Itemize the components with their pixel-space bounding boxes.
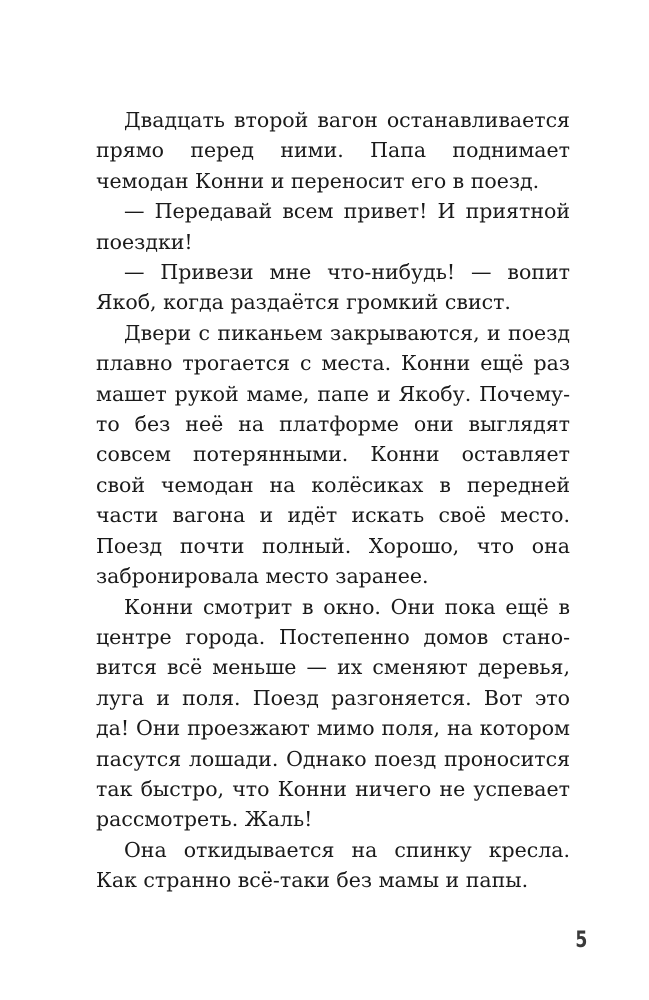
page-number: 5	[575, 928, 587, 953]
paragraph: — Передавай всем привет! И приятной поездки!	[96, 199, 570, 254]
paragraph: — Привези мне что-нибудь! — вопит Якоб, когда раздаётся громкий свист.	[96, 260, 570, 315]
paragraph: Конни смотрит в окно. Они пока ещё в центре города. Постепенно домов становится всё меньше — их сменяют деревья, луга и поля. Поезд разгоняется. Вот это да! Они проезжают мимо поля, на котором пасутся лошади. Однако поезд проносится так быстро, что Конни ничего не успевает рассмотреть. Жаль!	[96, 594, 570, 832]
paragraph: Она откидывается на спинку кресла. Как странно всё-таки без мамы и папы.	[96, 837, 570, 893]
paragraph: Двадцать второй вагон останавливается прямо перед ними. Папа поднимает чемодан Конни и переносит его в поезд.	[96, 108, 570, 193]
paragraph: Двери с пиканьем закрываются, и поезд плавно трогается с места. Конни ещё раз машет рукой маме, папе и Якобу. Почему-то без неё на платформе они выглядят совсем потерянными. Конни оставляет свой чемодан на колёсиках в передней части вагона и идёт искать своё место. Поезд почти полный. Хорошо, что она забронировала место заранее.	[96, 320, 570, 589]
page-body	[96, 105, 570, 896]
